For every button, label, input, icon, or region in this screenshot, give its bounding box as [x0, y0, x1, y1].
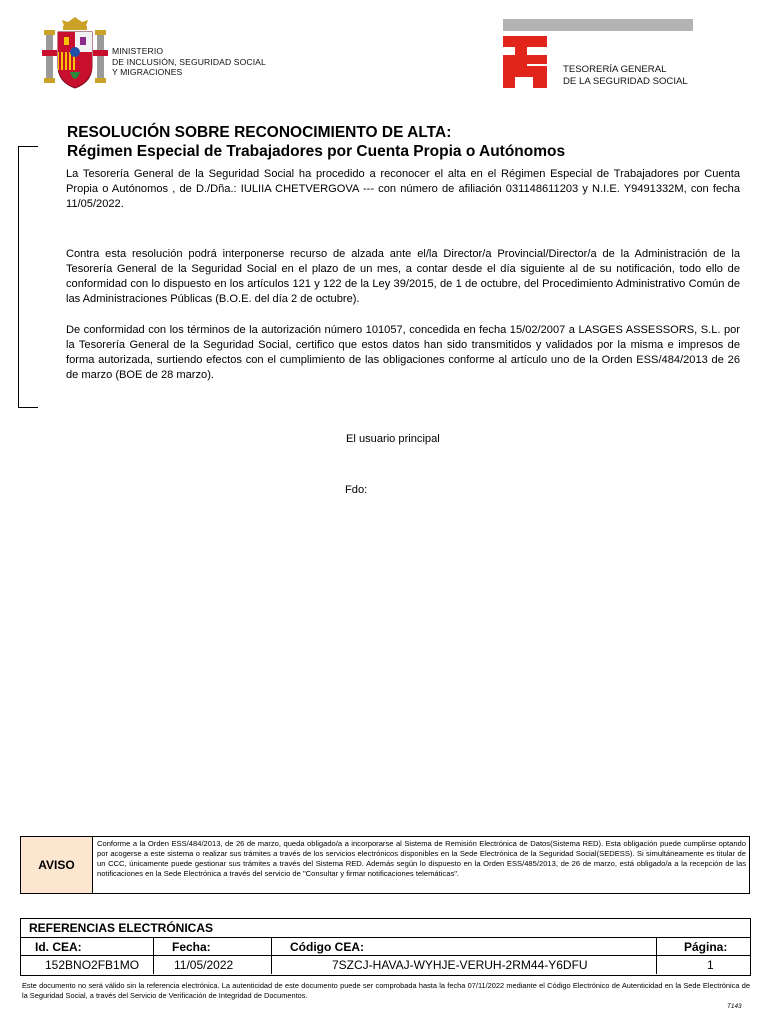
tgss-name: [563, 64, 688, 88]
ministry-line-3: Y MIGRACIONES: [112, 67, 183, 77]
coat-of-arms-logo: [42, 16, 108, 92]
paragraph-alta: La Tesorería General de la Seguridad Social ha procedido a reconocer el alta en el Régimen Especial de Trabajadores por Cuenta Propia o Autónomos , de D./Dña.: IULIIA CHETVERGOVA --- con número de afiliación 031148611203 y N.I.E. Y9491332M, con fecha 11/05/2022.: [66, 168, 740, 210]
value-fecha: 11/05/2022: [154, 956, 272, 974]
value-id-cea: 152BNO2FB1MO: [21, 956, 154, 974]
tgss-header-bar: [503, 19, 693, 31]
referencias-value-row: [21, 956, 750, 974]
document-subtitle: Régimen Especial de Trabajadores por Cuenta Propia o Autónomos: [67, 143, 566, 160]
ministry-name: [112, 46, 266, 78]
aviso-box: [20, 836, 750, 894]
aviso-text: Conforme a la Orden ESS/484/2013, de 26 de marzo, queda obligado/a a incorporarse al Sistema de Remisión Electrónica de Datos(Sistema RED). Esta obligación puede cumplirse optando por acogerse a este sistema o realizar sus trámites a través de los servicios electrónicos disponibles en la Sede Electrónica de la Seguridad Social(SEDESS). Si simultáneamente es titular de un CCC, únicamente puede gestionar sus trámites a través del Sistema RED. Además según lo dispuesto en la Orden ESS/485/2013, de 26 de marzo, está obligado/a a la recepción de las notificaciones en la Sede Electrónica a través del servicio de "Consultar y firmar notificaciones telemáticas".: [97, 839, 746, 878]
ministry-line-2: DE INCLUSIÓN, SEGURIDAD SOCIAL: [112, 56, 266, 67]
left-bracket-decoration: [18, 146, 38, 408]
referencias-title: REFERENCIAS ELECTRÓNICAS: [21, 919, 750, 938]
paragraph-autorizacion: De conformidad con los términos de la autorización número 101057, concedida en fecha 15/02/2007 a LASGES ASSESSORS, S.L. por la Tesorería General de la Seguridad Social, certifico que estos datos han sido transmitidos y validados por la misma e impresos de forma autorizada, surtiendo efectos con el cumplimiento de las obligaciones conforme al artículo uno de la Orden ESS/484/2013 de 26 de marzo (BOE de 28 marzo).: [66, 324, 740, 381]
value-codigo-cea: 7SZCJ-HAVAJ-WYHJE-VERUH-2RM44-Y6DFU: [272, 956, 657, 974]
tgss-line-2: DE LA SEGURIDAD SOCIAL: [563, 76, 688, 87]
header-pagina: Página:: [684, 940, 728, 954]
fdo-label: Fdo:: [345, 484, 368, 496]
aviso-label: AVISO: [21, 837, 93, 893]
tgss-line-1: TESORERÍA GENERAL: [563, 64, 667, 75]
referencias-table: [20, 918, 751, 976]
ministry-line-1: MINISTERIO: [112, 46, 164, 56]
tgss-logo: [503, 36, 549, 88]
referencias-header-row: [21, 938, 750, 956]
header-fecha: Fecha:: [154, 938, 272, 955]
header-id-cea: Id. CEA:: [21, 938, 154, 955]
value-pagina: 1: [707, 958, 714, 972]
document-title: RESOLUCIÓN SOBRE RECONOCIMIENTO DE ALTA:: [67, 124, 452, 141]
signer-label: El usuario principal: [346, 433, 440, 445]
header-codigo-cea: Código CEA:: [272, 938, 657, 955]
paragraph-recurso: Contra esta resolución podrá interponerse recurso de alzada ante el/la Director/a Provincial/Director/a de la Administración de la Tesorería General de la Seguridad Social en el plazo de un mes, a contar desde el día siguiente al de su notificación, todo ello de conformidad con lo dispuesto en los artículos 121 y 122 de la Ley 39/2015, de 1 de octubre, del Procedimiento Administrativo Común de las Administraciones Públicas (B.O.E. del día 2 de octubre).: [66, 248, 740, 305]
document-code: T143: [727, 1003, 742, 1010]
footer-note: Este documento no será válido sin la referencia electrónica. La autenticidad de este documento puede ser comprobada hasta la fecha 07/11/2022 mediante el Código Electrónico de Autenticidad en la Sede Electrónica de la Seguridad Social, a través del Servicio de Verificación de Integridad de Documentos.: [22, 981, 750, 1000]
